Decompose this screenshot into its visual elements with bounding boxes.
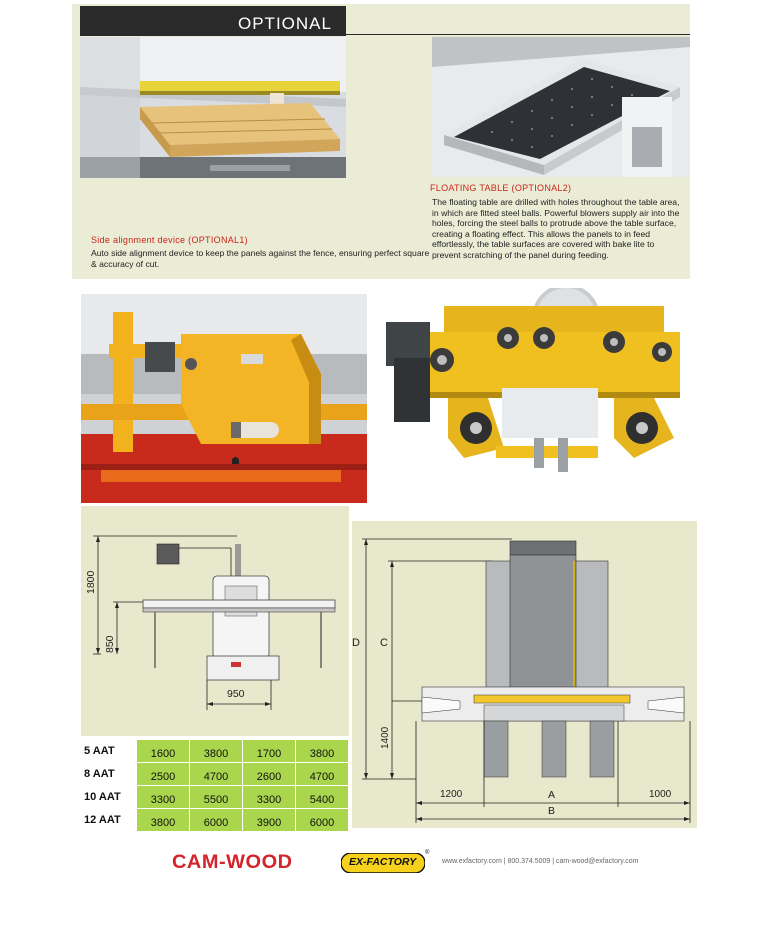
optional-panel (72, 4, 690, 279)
value-cell: 3800 (137, 809, 190, 832)
side-alignment-body: Auto side alignment device to keep the panels against the fence, ensuring perfect square & accuracy of cut. (91, 248, 430, 269)
exfactory-logo (341, 850, 430, 873)
dim-1400: 1400 (380, 726, 391, 749)
model-cell: 10 AAT (81, 786, 137, 809)
value-cell: 1700 (243, 740, 296, 763)
model-size-table (80, 739, 349, 832)
model-cell: 12 AAT (81, 809, 137, 832)
model-cell: 5 AAT (81, 740, 137, 763)
value-cell: 3900 (243, 809, 296, 832)
value-cell: 5400 (296, 786, 349, 809)
dim-a: A (548, 789, 556, 801)
alignment-device-closeup (81, 294, 367, 503)
floating-table-photo (432, 37, 690, 177)
table-row (81, 809, 349, 832)
dim-850: 850 (104, 635, 116, 653)
value-cell: 3800 (190, 740, 243, 763)
dim-1200: 1200 (440, 789, 463, 800)
table-row (81, 786, 349, 809)
dim-c: C (380, 637, 388, 649)
value-cell: 2600 (243, 763, 296, 786)
front-view-drawing (81, 506, 349, 736)
optional-title: OPTIONAL (80, 6, 346, 36)
dim-1800: 1800 (85, 570, 97, 594)
dim-1000: 1000 (649, 789, 672, 800)
floating-table-body: The floating table are drilled with holes throughout the table area, in which are fitted steel balls. Powerful blowers supply air into the holes, forcing the steel balls to protrude above the table surface, creating a floating effect. This allows the panels to in feed effortlessly, the table surfaces are covered with bake lite to prevent scratching of the panel during feeding. (432, 197, 680, 260)
registered-mark: ® (425, 850, 430, 856)
side-view-drawing (352, 521, 697, 828)
value-cell: 6000 (296, 809, 349, 832)
svg-text:☗: ☗ (231, 456, 240, 467)
title-rule (346, 34, 690, 35)
feed-unit-photo (384, 288, 687, 488)
cam-wood-logo: CAM-WOOD (172, 852, 293, 873)
model-cell: 8 AAT (81, 763, 137, 786)
dim-d: D (352, 637, 360, 649)
side-alignment-photo (80, 37, 346, 178)
value-cell: 4700 (296, 763, 349, 786)
table-row (81, 740, 349, 763)
table-row (81, 763, 349, 786)
dim-950: 950 (227, 688, 245, 700)
value-cell: 3800 (296, 740, 349, 763)
value-cell: 4700 (190, 763, 243, 786)
value-cell: 3300 (243, 786, 296, 809)
value-cell: 1600 (137, 740, 190, 763)
value-cell: 3300 (137, 786, 190, 809)
footer-contact: www.exfactory.com | 800.374.5009 | cam-wood@exfactory.com (442, 858, 639, 865)
side-alignment-title: Side alignment device (OPTIONAL1) (91, 235, 248, 245)
value-cell: 6000 (190, 809, 243, 832)
floating-table-title: FLOATING TABLE (OPTIONAL2) (430, 183, 572, 193)
value-cell: 2500 (137, 763, 190, 786)
dim-b: B (548, 805, 556, 817)
exfactory-text: EX-FACTORY (349, 856, 417, 868)
value-cell: 5500 (190, 786, 243, 809)
